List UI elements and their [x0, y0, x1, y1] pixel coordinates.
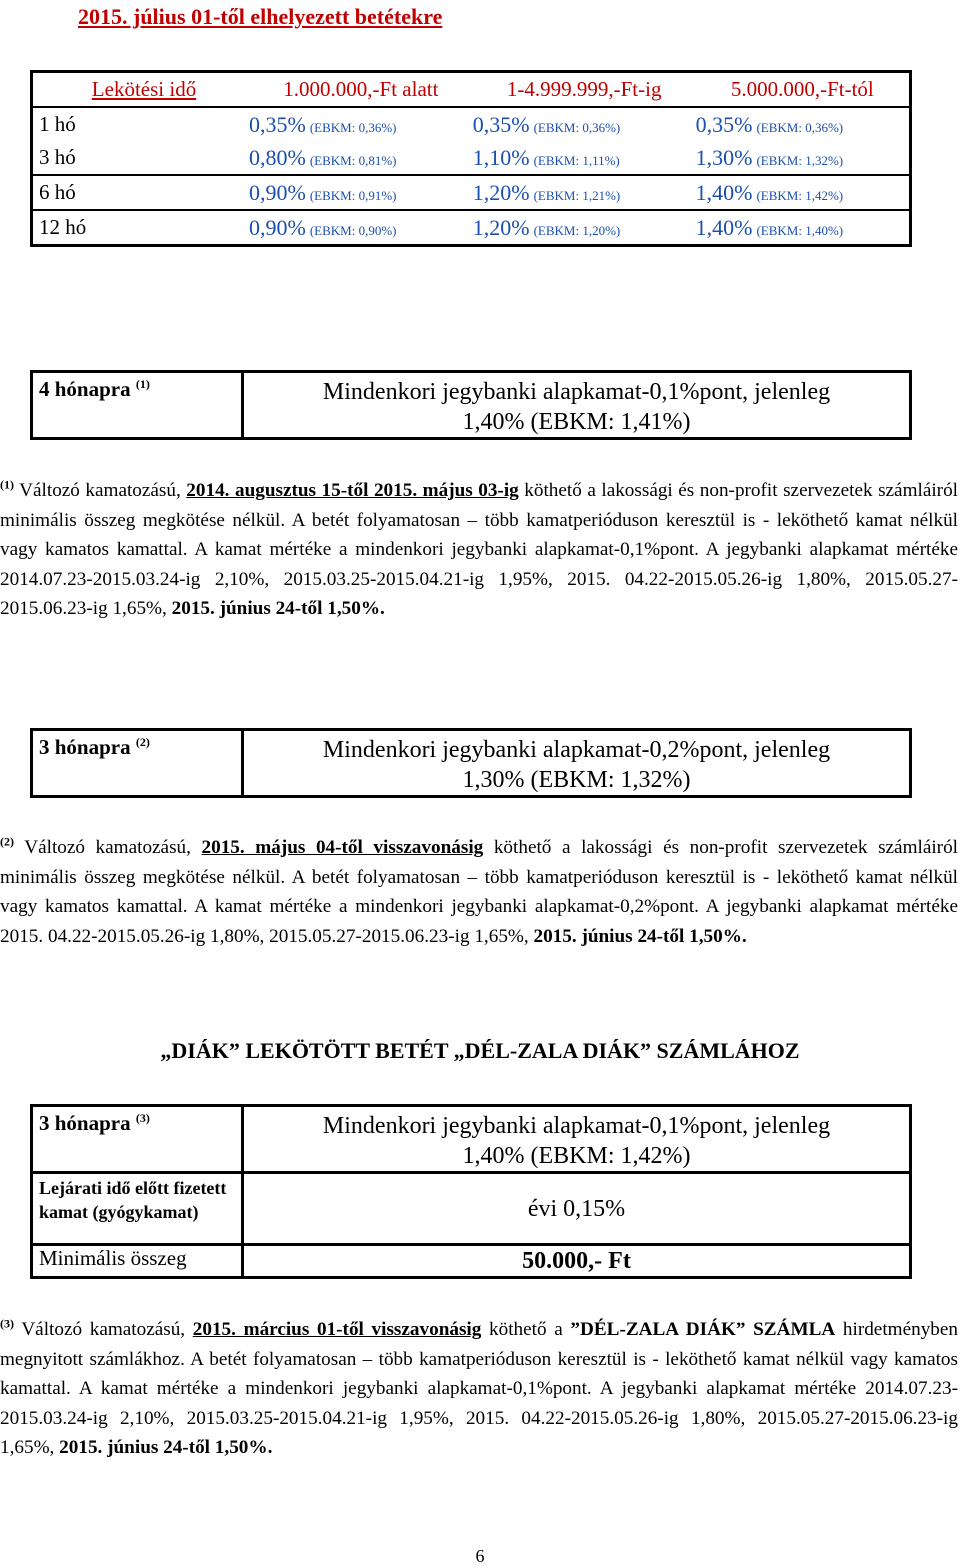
box-value-line1: Mindenkori jegybanki alapkamat-0,1%pont, jelenleg	[322, 379, 831, 405]
box-label-text: 3 hónapra	[39, 1111, 131, 1135]
footnote-period: 2014. augusztus 15-től 2015. május 03-ig	[186, 480, 519, 501]
table-row	[32, 175, 911, 210]
rate-pct: 0,80%	[249, 144, 306, 170]
footnote-bold: 2015. június 24-től 1,50%.	[171, 598, 385, 619]
footnote-marker: (3)	[0, 1316, 14, 1331]
box-value: évi 0,15%	[243, 1173, 911, 1245]
header-term: Lekötési idő	[32, 72, 250, 108]
table-row	[32, 141, 911, 175]
footnote-marker: (2)	[0, 834, 14, 849]
box-value-line2: 1,30% (EBKM: 1,32%)	[462, 767, 691, 793]
rate-cell	[473, 107, 696, 141]
footnote-text: Változó kamatozású,	[14, 480, 187, 501]
footnote-text: köthető a lakossági és non-profit szervezetek számláiról minimális összeg megkötése nélkül. A betét folyamatosan – több kamatperióduson keresztül is - leköthető kamat nélkül vagy kamatos kamattal. A kamat mértéke a mindenkori jegybanki alapkamat-0,1%pont. A jegybanki alapkamat mértéke 2014.07.23-2015.03.24-ig 2,10%, 2015.03.25-2015.04.21-ig 1,95%, 2015. 04.22-2015.05.26-ig 1,80%, 2015.05.27-2015.06.23-ig 1,65%,	[0, 480, 958, 619]
table-row	[32, 210, 911, 246]
footnote-text: Változó kamatozású,	[14, 837, 202, 858]
box-value-line1: Mindenkori jegybanki alapkamat-0,2%pont, jelenleg	[322, 737, 831, 763]
rate-ebkm: (EBKM: 0,36%)	[309, 119, 397, 135]
rate-ebkm: (EBKM: 1,20%)	[533, 222, 621, 238]
rate-ebkm: (EBKM: 0,81%)	[309, 152, 397, 168]
term-cell: 6 hó	[32, 175, 250, 210]
footnote-bold: 2015. június 24-től 1,50%.	[59, 1437, 273, 1458]
rate-pct: 1,40%	[695, 214, 753, 240]
box-value	[243, 730, 911, 797]
page-number: 6	[475, 1546, 485, 1566]
section-heading: „DIÁK” LEKÖTÖTT BETÉT „DÉL-ZALA DIÁK” SZÁMLÁHOZ	[160, 1038, 800, 1063]
rate-pct: 0,90%	[249, 214, 306, 240]
footnote-bold: ”DÉL-ZALA DIÁK” SZÁMLA	[570, 1319, 836, 1340]
header-col-3: 5.000.000,-Ft-tól	[696, 72, 911, 108]
footnote-ref: (3)	[135, 1111, 150, 1125]
rate-pct: 0,35%	[249, 111, 306, 137]
rate-cell	[249, 107, 473, 141]
box-label	[32, 1106, 243, 1173]
rate-ebkm: (EBKM: 0,90%)	[309, 222, 397, 238]
box-label: Minimális összeg	[32, 1245, 243, 1278]
footnote-1	[0, 476, 958, 624]
header-col-2: 1-4.999.999,-Ft-ig	[473, 72, 696, 108]
rate-pct: 1,40%	[695, 179, 753, 205]
rate-ebkm: (EBKM: 1,11%)	[533, 152, 620, 168]
footnote-text: Változó kamatozású,	[14, 1319, 193, 1340]
box-4-month	[30, 370, 912, 440]
rate-pct: 1,30%	[695, 144, 753, 170]
box-value-line2: 1,40% (EBKM: 1,41%)	[462, 409, 691, 435]
rate-ebkm: (EBKM: 1,42%)	[756, 187, 844, 203]
rate-pct: 0,35%	[695, 111, 753, 137]
rate-cell	[473, 210, 696, 246]
box-value-line2: 1,40% (EBKM: 1,42%)	[462, 1143, 691, 1169]
rate-pct: 0,35%	[472, 111, 530, 137]
box-label-text: 3 hónapra	[39, 735, 131, 759]
box-label	[32, 730, 243, 797]
rate-ebkm: (EBKM: 0,36%)	[756, 119, 844, 135]
footnote-text: hirdetményben megnyitott számlákhoz. A betét folyamatosan – több kamatperióduson keresztül is - leköthető kamat nélkül vagy kamatos kamattal. A kamat mértéke a mindenkori jegybanki alapkamat-0,1%pont. A jegybanki alapkamat mértéke 2014.07.23-2015.03.24-ig 2,10%, 2015.03.25-2015.04.21-ig 1,95%, 2015. 04.22-2015.05.26-ig 1,80%, 2015.05.27-2015.06.23-ig 1,65%,	[0, 1319, 958, 1458]
rate-ebkm: (EBKM: 0,36%)	[533, 119, 621, 135]
box-value-line1: Mindenkori jegybanki alapkamat-0,1%pont, jelenleg	[322, 1113, 831, 1139]
rate-ebkm: (EBKM: 1,32%)	[756, 152, 844, 168]
footnote-3	[0, 1315, 958, 1463]
term-cell: 1 hó	[39, 112, 76, 136]
box-value: 50.000,- Ft	[243, 1245, 911, 1278]
rate-table	[30, 70, 912, 247]
rate-pct: 1,10%	[472, 144, 530, 170]
box-label	[32, 372, 243, 439]
box-value	[243, 372, 911, 439]
header-col-1: 1.000.000,-Ft alatt	[249, 72, 473, 108]
rate-cell	[696, 141, 911, 175]
rate-pct: 1,20%	[472, 179, 530, 205]
rate-cell	[696, 107, 911, 141]
rate-cell	[249, 141, 473, 175]
footnote-ref: (2)	[135, 735, 150, 749]
footnote-bold: 2015. június 24-től 1,50%.	[533, 925, 747, 947]
table-row	[32, 107, 911, 141]
footnote-2	[0, 833, 958, 951]
footnote-period: 2015. május 04-től visszavonásig	[201, 837, 484, 858]
rate-cell	[696, 175, 911, 210]
box-label-text: 4 hónapra	[39, 377, 131, 401]
footnote-period: 2015. március 01-től visszavonásig	[192, 1319, 482, 1340]
box-3-month	[30, 728, 912, 798]
box-diak	[30, 1104, 912, 1279]
rate-cell	[473, 175, 696, 210]
rate-cell	[249, 175, 473, 210]
footnote-ref: (1)	[135, 377, 150, 391]
table-header-row	[32, 72, 911, 108]
footnote-marker: (1)	[0, 477, 14, 492]
term-cell: 3 hó	[32, 141, 250, 175]
rate-pct: 1,20%	[472, 214, 530, 240]
box-value	[243, 1106, 911, 1173]
rate-ebkm: (EBKM: 1,21%)	[533, 187, 621, 203]
page-title: 2015. július 01-től elhelyezett betétekre	[78, 4, 443, 29]
footnote-text: köthető a lakossági és non-profit szervezetek számláiról minimális összeg megkötése nélkül. A betét folyamatosan – több kamatperióduson keresztül is - leköthető kamat nélkül vagy kamatos kamattal. A kamat mértéke a mindenkori jegybanki alapkamat-0,2%pont. A jegybanki alapkamat mértéke 2015. 04.22-2015.05.26-ig 1,80%, 2015.05.27-2015.06.23-ig 1,65%,	[0, 837, 958, 947]
rate-cell	[249, 210, 473, 246]
rate-ebkm: (EBKM: 0,91%)	[309, 187, 397, 203]
rate-pct: 0,90%	[249, 179, 306, 205]
rate-cell	[473, 141, 696, 175]
rate-ebkm: (EBKM: 1,40%)	[756, 222, 844, 238]
rate-cell	[696, 210, 911, 246]
footnote-text: köthető a	[481, 1319, 571, 1340]
box-label: Lejárati idő előtt fizetett kamat (gyógykamat)	[32, 1173, 243, 1245]
term-cell: 12 hó	[32, 210, 250, 246]
